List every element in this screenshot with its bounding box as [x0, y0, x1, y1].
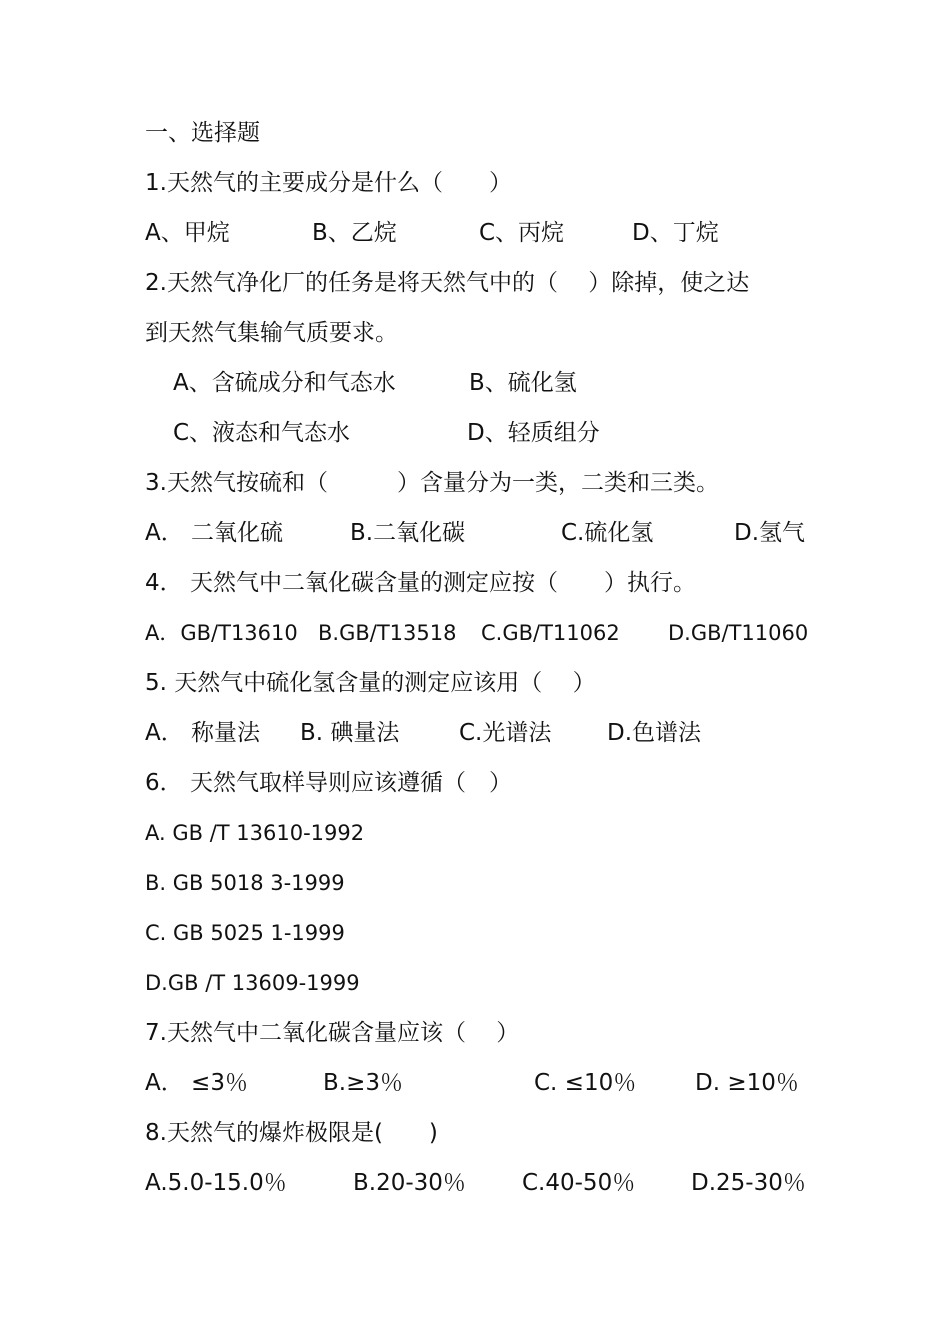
q5-option-d: D.色谱法 [607, 720, 702, 746]
question-2-options-row2 [145, 408, 865, 458]
question-7-options [145, 1058, 865, 1108]
q6-option-d: D.GB /T 13609-1999 [145, 971, 360, 995]
q3-option-d: D.氢气 [734, 520, 806, 546]
question-5-stem: 5. 天然气中硫化氢含量的测定应该用（ ） [145, 670, 596, 696]
question-6-stem: 6． 天然气取样导则应该遵循（ ） [145, 770, 512, 796]
q6-option-b: B. GB 5018 3-1999 [145, 871, 345, 895]
question-1-options [145, 208, 865, 258]
question-2-stem-line2: 到天然气集输气质要求。 [145, 320, 398, 346]
question-4-options [145, 608, 865, 658]
q3-option-a: A． 二氧化硫 [145, 520, 284, 546]
q8-option-c: C.40-50％ [522, 1170, 636, 1196]
question-8-stem: 8.天然气的爆炸极限是( ) [145, 1120, 438, 1146]
question-3-options [145, 508, 865, 558]
q8-option-d: D.25-30％ [691, 1170, 806, 1196]
question-3-stem: 3.天然气按硫和（ ）含量分为一类，二类和三类。 [145, 470, 719, 496]
q2-option-a: A、含硫成分和气态水 [173, 370, 396, 396]
q1-option-c: C、丙烷 [479, 220, 565, 246]
q6-option-c: C. GB 5025 1-1999 [145, 921, 345, 945]
q8-option-b: B.20-30％ [353, 1170, 466, 1196]
q7-option-b: B.≥3％ [323, 1070, 403, 1096]
q1-option-d: D、丁烷 [632, 220, 719, 246]
question-7-stem: 7.天然气中二氧化碳含量应该（ ） [145, 1020, 520, 1046]
q7-option-a: A． ≤3％ [145, 1070, 248, 1096]
q4-option-b: B.GB/T13518 [318, 621, 457, 645]
question-2-stem-line1: 2.天然气净化厂的任务是将天然气中的（ ）除掉，使之达 [145, 270, 750, 296]
question-4-stem: 4． 天然气中二氧化碳含量的测定应按（ ）执行。 [145, 570, 696, 596]
question-8-options [145, 1158, 865, 1208]
q2-option-b: B、硫化氢 [469, 370, 577, 396]
q8-option-a: A.5.0-15.0％ [145, 1170, 287, 1196]
q3-option-c: C.硫化氢 [561, 520, 654, 546]
q4-option-c: C.GB/T11062 [481, 621, 620, 645]
q5-option-a: A． 称量法 [145, 720, 261, 746]
q7-option-d: D. ≥10％ [695, 1070, 799, 1096]
q6-option-a: A. GB /T 13610-1992 [145, 821, 365, 845]
question-1-stem: 1.天然气的主要成分是什么（ ） [145, 170, 512, 196]
q3-option-b: B.二氧化碳 [350, 520, 466, 546]
q2-option-c: C、液态和气态水 [173, 420, 351, 446]
question-5-options [145, 708, 865, 758]
q5-option-c: C.光谱法 [459, 720, 552, 746]
q7-option-c: C. ≤10％ [534, 1070, 637, 1096]
section-title: 一、选择题 [145, 120, 260, 146]
q5-option-b: B. 碘量法 [300, 720, 400, 746]
q4-option-d: D.GB/T11060 [668, 621, 809, 645]
q4-option-a: A．GB/T13610 [145, 621, 298, 645]
q1-option-b: B、乙烷 [312, 220, 397, 246]
q1-option-a: A、甲烷 [145, 220, 230, 246]
q2-option-d: D、轻质组分 [467, 420, 600, 446]
question-2-options-row1 [145, 358, 865, 408]
